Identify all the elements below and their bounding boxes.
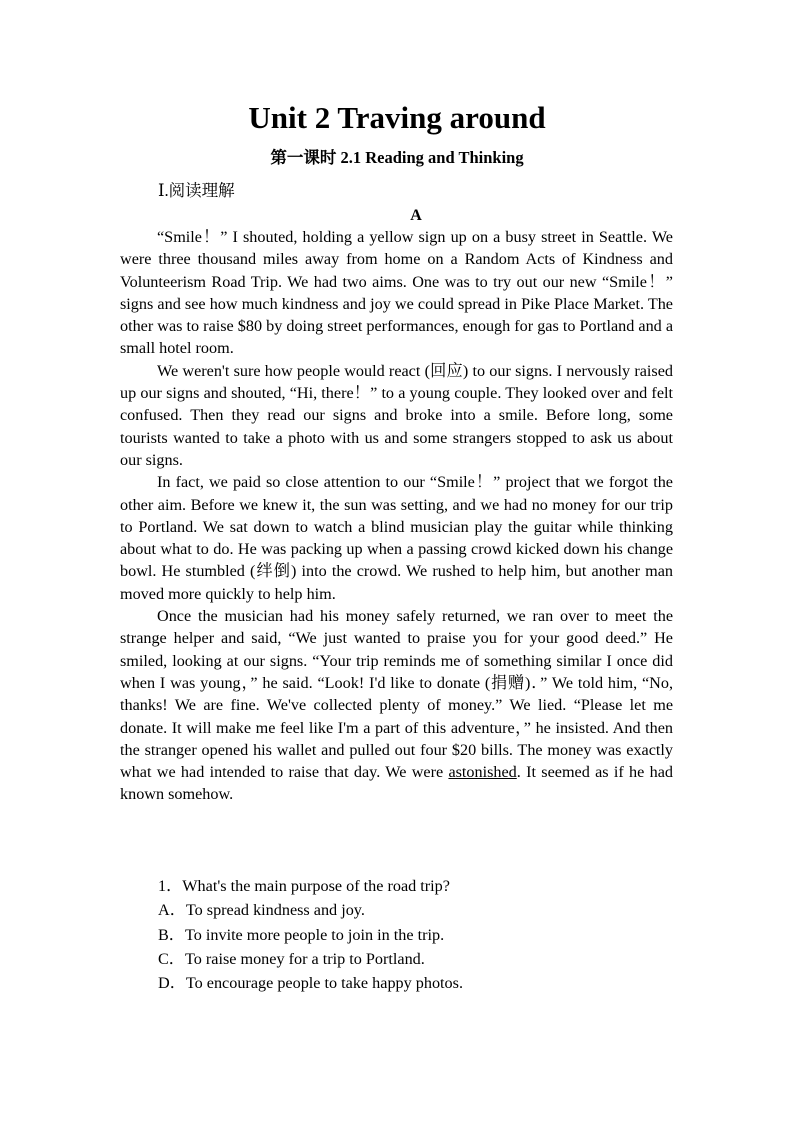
- paragraph-4: [120, 605, 673, 806]
- option-c: C．To raise money for a trip to Portland.: [158, 949, 425, 968]
- paragraph-4-text-before: Once the musician had his money safely returned, we ran over to meet the strange helper and said, “We just wanted to praise you for your good deed.” He smiled, looking at our signs. “Your trip reminds me of something similar I once did when I was young，” he said. “Look! I'd like to donate (捐赠)．” We told him, “No, thanks! We are fine. We've collected plenty of money.” We lied. “Please let me donate. It will make me feel like I'm a part of this adventure，” he insisted. And then the stranger opened his wallet and pulled out four $20 bills. The money was exactly what we had intended to raise that day. We were: [120, 607, 673, 782]
- paragraph-4-text-after: . It seemed as if he had known somehow.: [120, 763, 673, 804]
- option-b: B．To invite more people to join in the trip.: [158, 925, 445, 944]
- paragraph-3: In fact, we paid so close attention to our “Smile！” project that we forgot the other aim. Before we knew it, the sun was setting, and we had no money for our trip to Portland. We sat down to watch a blind musician play the guitar while thinking about what to do. He was packing up when a passing crowd kicked down his change bowl. He stumbled (绊倒) into the crowd. We rushed to help him, but another man moved more quickly to help him.: [120, 473, 673, 603]
- passage-body: [120, 226, 673, 806]
- option-d: D．To encourage people to take happy photos.: [158, 974, 463, 993]
- paragraph-1: “Smile！” I shouted, holding a yellow sign up on a busy street in Seattle. We were three thousand miles away from home on a Random Acts of Kindness and Volunteerism Road Trip. We had two aims. One was to try out our new “Smile！” signs and see how much kindness and joy we could spread in Pike Place Market. The other was to raise $80 by doing street performances, enough for gas to Portland and a small hotel room.: [120, 228, 673, 358]
- option-a: A．To spread kindness and joy.: [158, 901, 365, 920]
- unit-title: Unit 2 Traving around: [248, 100, 546, 135]
- paragraph-2: We weren't sure how people would react (回应) to our signs. I nervously raised up our signs and shouted, “Hi, there！” to a young couple. They looked over and felt confused. Then they read our signs and broke into a smile. Before long, some tourists wanted to take a photo with us and some strangers stopped to ask us about our signs.: [120, 361, 673, 469]
- lesson-subtitle: 第一课时 2.1 Reading and Thinking: [270, 148, 524, 167]
- underlined-word: astonished: [448, 763, 517, 782]
- question-1: [158, 874, 678, 995]
- question-stem: 1．What's the main purpose of the road trip?: [158, 877, 450, 895]
- section-heading: Ⅰ.阅读理解: [158, 181, 235, 200]
- passage-label: A: [410, 207, 422, 224]
